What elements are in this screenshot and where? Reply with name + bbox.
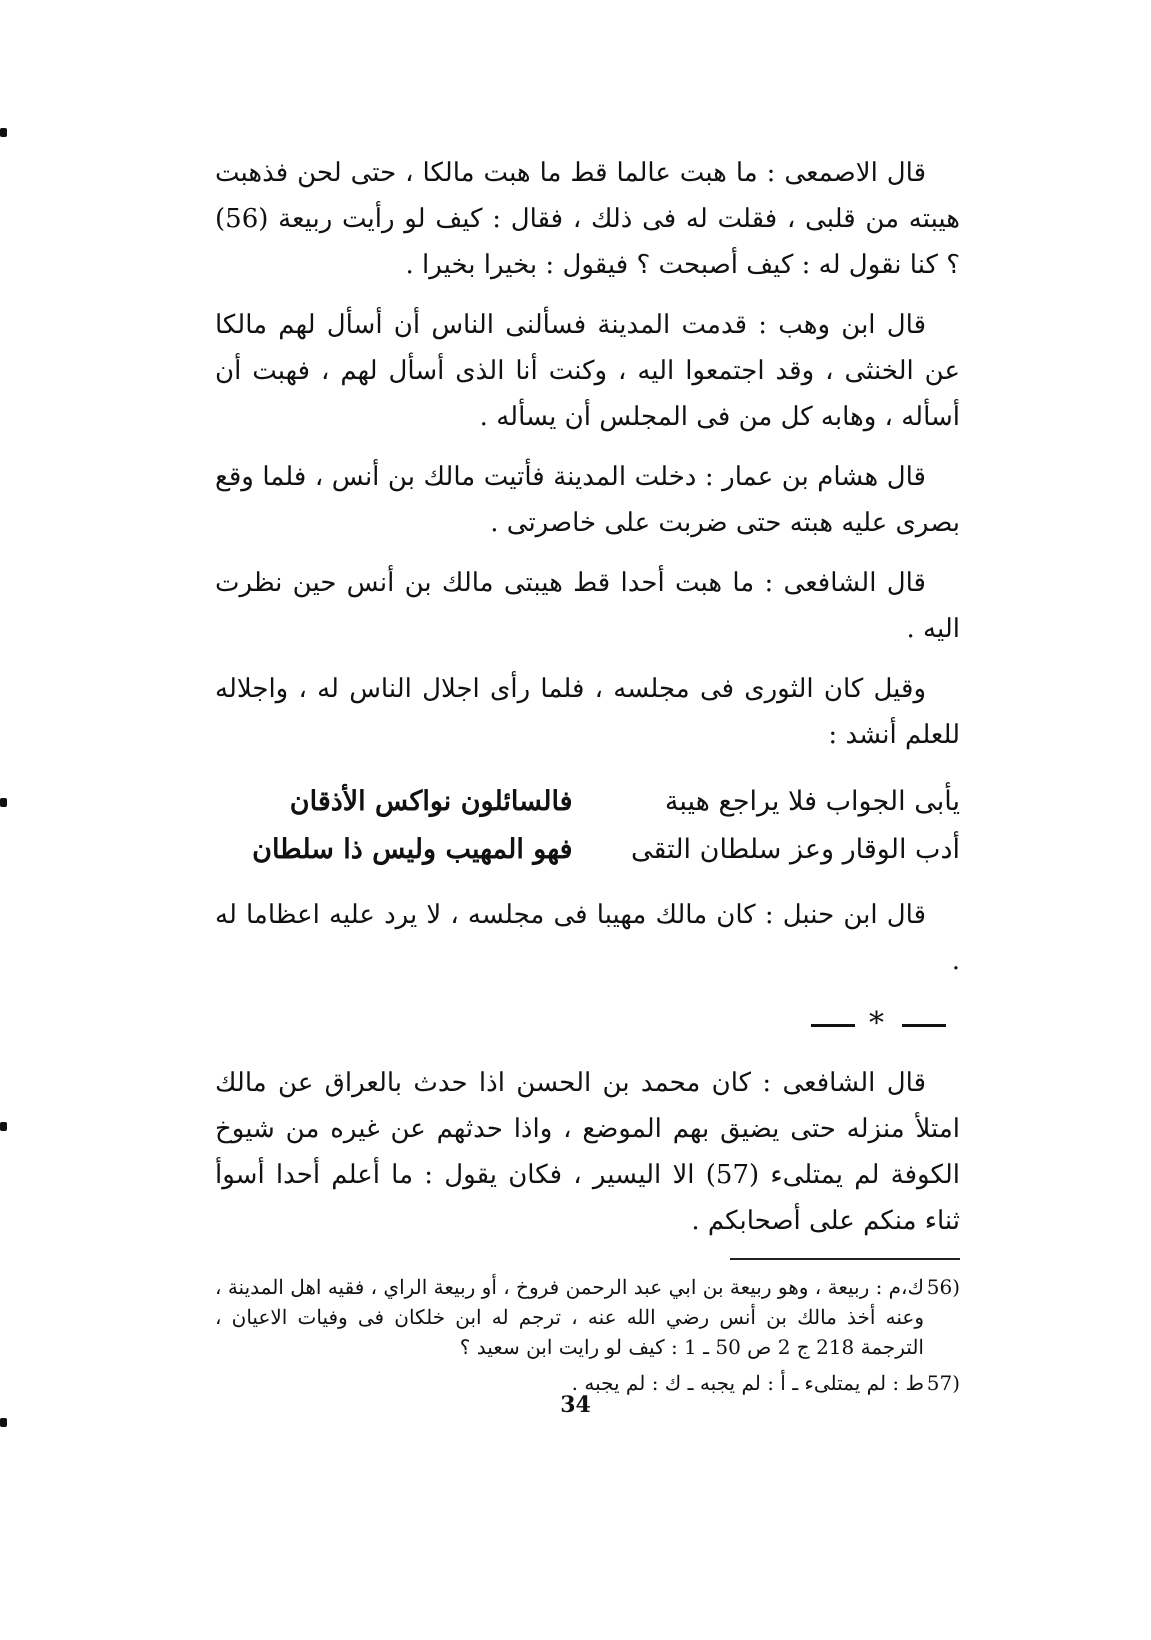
poem-hemistich-second: فالسائلون نواكس الأذقان — [289, 786, 573, 817]
footnote-rule — [730, 1258, 960, 1260]
poem-verse — [215, 778, 960, 826]
paragraph-ibn-hanbal: قال ابن حنبل : كان مالك مهيبا فى مجلسه ، لا يرد عليه اعظاما له . — [215, 900, 960, 976]
paragraph-shafii: قال الشافعى : ما هبت أحدا قط هيبتى مالك بن أنس حين نظرت اليه . — [215, 568, 960, 644]
scan-mark — [0, 1418, 7, 1427]
scan-mark — [0, 1122, 7, 1131]
scan-mark — [0, 798, 7, 807]
page-number: 34 — [560, 1392, 591, 1418]
footnote-number: (56 — [926, 1275, 960, 1299]
poem-hemistich-second: فهو المهيب وليس ذا سلطان — [252, 834, 573, 865]
asterisk-icon: * — [869, 1006, 888, 1041]
paragraph-thawri: وقيل كان الثورى فى مجلسه ، فلما رأى اجلال الناس له ، واجلاله للعلم أنشد : — [215, 674, 960, 750]
footnote-text: ط : لم يمتلىء ـ أ : لم يجبه ـ ك : لم يجبه . — [571, 1371, 924, 1395]
poem-hemistich-first: أدب الوقار وعز سلطان التقى — [631, 834, 960, 865]
paragraph-shafii-muhammad: قال الشافعى : كان محمد بن الحسن اذا حدث بالعراق عن مالك امتلأ منزله حتى يضيق بهم الموضع ، واذا حدثهم عن غيره من شيوخ الكوفة لم يمتلىء (57) الا اليسير ، فكان يقول : ما أعلم أحدا أسوأ ثناء منكم على أصحابكم . — [215, 1068, 960, 1236]
paragraph-asmai: قال الاصمعى : ما هبت عالما قط ما هبت مالكا ، حتى لحن فذهبت هيبته من قلبى ، فقلت له فى ذلك ، فقال : كيف لو رأيت ربيعة (56) ؟ كنا نقول له : كيف أصبحت ؟ فيقول : بخيرا بخيرا . — [215, 158, 960, 280]
footnote-number: (57 — [926, 1371, 960, 1395]
page-body — [215, 150, 960, 1404]
paragraph-ibn-wahb: قال ابن وهب : قدمت المدينة فسألنى الناس أن أسأل لهم مالكا عن الخنثى ، وقد اجتمعوا اليه ، وكنت أنا الذى أسأل لهم ، فهبت أن أسأله ، وهابه كل من فى المجلس أن يسأله . — [215, 310, 960, 432]
section-divider — [215, 1004, 960, 1044]
poem-verse — [215, 826, 960, 874]
scan-mark — [0, 128, 7, 137]
paragraph-hisham: قال هشام بن عمار : دخلت المدينة فأتيت مالك بن أنس ، فلما وقع بصرى عليه هبته حتى ضربت على خاصرتى . — [215, 462, 960, 538]
poem — [215, 778, 960, 874]
poem-hemistich-first: يأبى الجواب فلا يراجع هيبة — [664, 786, 960, 817]
footnote-text: ك،م : ربيعة ، وهو ربيعة بن ابي عبد الرحمن فروخ ، أو ربيعة الراي ، فقيه اهل المدينة ، وعنه أخذ مالك بن أنس رضي الله عنه ، ترجم له ابن خلكان فى وفيات الاعيان ، الترجمة 218 ج 2 ص 50 ـ 1 : كيف لو رايت ابن سعيد ؟ — [215, 1275, 924, 1359]
divider-dash — [811, 1024, 855, 1027]
footnote — [215, 1272, 960, 1362]
divider-dash — [902, 1024, 946, 1027]
